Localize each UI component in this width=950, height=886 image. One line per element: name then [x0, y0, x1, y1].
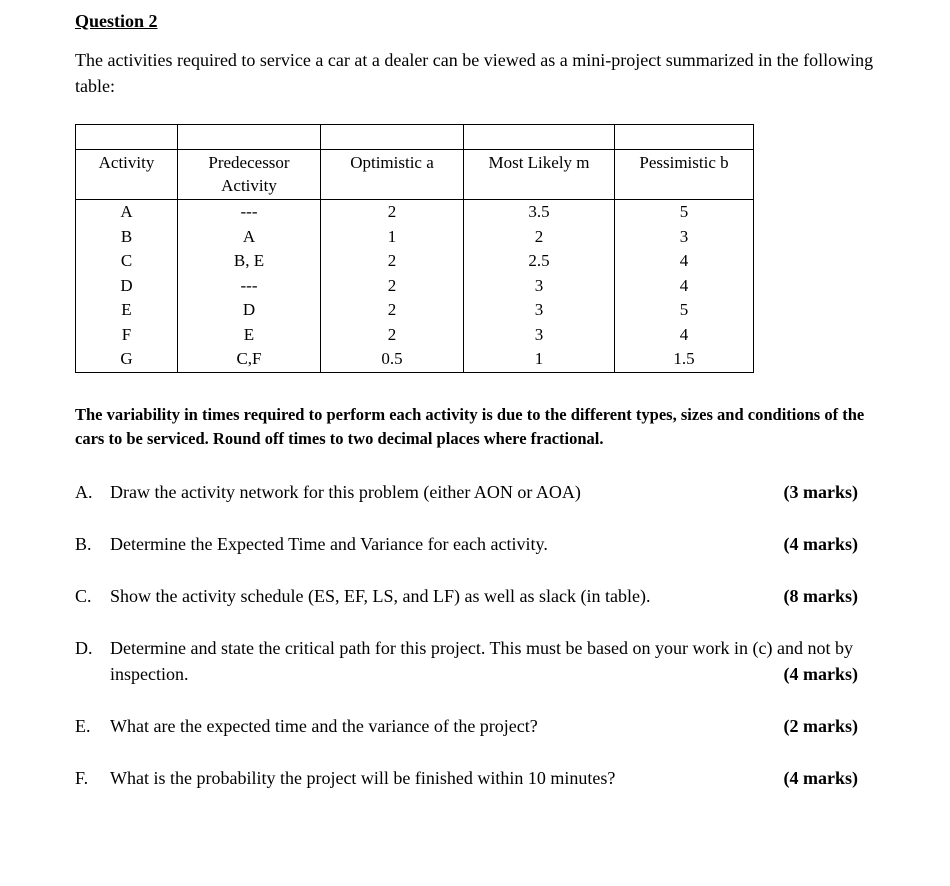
- cell-value: ---: [240, 202, 258, 221]
- cell-value: 2: [387, 324, 397, 344]
- cell-value: 3: [679, 226, 689, 246]
- question-letter: B.: [75, 533, 92, 554]
- cell-value: 3.5: [528, 202, 550, 221]
- question-letter: D.: [75, 637, 93, 658]
- question-text: Determine and state the critical path for this project. This must be based on your work in (c) and not by inspection.: [110, 637, 853, 684]
- cell-value: 3: [534, 275, 544, 295]
- header-optimistic: Optimistic a: [321, 150, 464, 200]
- cell-value: 4: [679, 275, 689, 295]
- question-text: Determine the Expected Time and Variance for each activity.: [110, 533, 548, 554]
- cell-value: 3: [534, 324, 544, 344]
- question-item-d: [75, 635, 888, 687]
- question-text: Draw the activity network for this problem (either AON or AOA): [110, 481, 581, 502]
- intro-paragraph: The activities required to service a car at a dealer can be viewed as a mini-project summarized in the following table:: [75, 50, 874, 96]
- question-letter: E.: [75, 715, 91, 736]
- cell-value: F: [121, 324, 132, 344]
- cell-value: B: [120, 226, 133, 246]
- question-marks: (2 marks): [783, 715, 858, 736]
- empty-cell: [615, 125, 754, 150]
- cell-value: 4: [679, 324, 689, 344]
- cell-value: 1.5: [673, 349, 695, 368]
- header-most-likely: Most Likely m: [464, 150, 615, 200]
- table-body-row: [76, 200, 754, 373]
- cell-value: 2: [387, 275, 397, 295]
- question-item-f: [75, 765, 888, 791]
- question-marks: (8 marks): [783, 585, 858, 606]
- cell-value: B, E: [233, 251, 265, 270]
- cell-value: D: [120, 275, 133, 295]
- cell-value: 2: [534, 226, 544, 246]
- question-letter: C.: [75, 585, 92, 606]
- cell-value: 1: [534, 349, 544, 368]
- cell-value: C: [120, 251, 133, 270]
- cell-value: 2: [387, 251, 397, 270]
- activity-table: [75, 124, 754, 373]
- cell-value: 4: [679, 251, 689, 270]
- empty-cell: [464, 125, 615, 150]
- cell-value: A: [242, 226, 256, 246]
- cell-value: 5: [679, 300, 689, 319]
- column-activity: [76, 200, 178, 373]
- cell-value: A: [120, 202, 133, 221]
- cell-value: 2.5: [528, 251, 550, 270]
- cell-value: 5: [679, 202, 689, 221]
- cell-value: D: [242, 300, 256, 319]
- question-marks: (4 marks): [783, 767, 858, 788]
- cell-value: ---: [240, 275, 258, 295]
- cell-value: 2: [387, 202, 397, 221]
- question-marks: (4 marks): [783, 663, 858, 684]
- question-letter: F.: [75, 767, 89, 788]
- cell-value: 3: [534, 300, 544, 319]
- question-item-c: [75, 583, 888, 609]
- cell-value: 2: [387, 300, 397, 319]
- cell-value: E: [121, 300, 132, 319]
- page-title: Question 2: [75, 11, 158, 31]
- cell-value: E: [243, 324, 255, 344]
- question-item-b: [75, 531, 888, 557]
- cell-value: 0.5: [381, 349, 403, 368]
- header-predecessor: Predecessor Activity: [178, 150, 321, 200]
- column-most-likely: [464, 200, 615, 373]
- cell-value: 1: [387, 226, 397, 246]
- question-marks: (3 marks): [783, 481, 858, 502]
- empty-cell: [178, 125, 321, 150]
- empty-cell: [321, 125, 464, 150]
- question-letter: A.: [75, 481, 93, 502]
- empty-cell: [76, 125, 178, 150]
- question-item-e: [75, 713, 888, 739]
- column-pessimistic: [615, 200, 754, 373]
- table-empty-row: [76, 125, 754, 150]
- question-list: [75, 479, 888, 791]
- cell-value: C,F: [236, 349, 262, 368]
- question-text: What is the probability the project will be finished within 10 minutes?: [110, 767, 616, 788]
- column-optimistic: [321, 200, 464, 373]
- question-item-a: [75, 479, 888, 505]
- note-paragraph: The variability in times required to perform each activity is due to the different types, sizes and conditions of the cars to be serviced. Round off times to two decimal places where fractional.: [75, 404, 865, 448]
- header-activity: Activity: [76, 150, 178, 200]
- header-pessimistic: Pessimistic b: [615, 150, 754, 200]
- question-marks: (4 marks): [783, 533, 858, 554]
- cell-value: G: [120, 349, 133, 368]
- table-header-row: [76, 150, 754, 200]
- column-predecessor: [178, 200, 321, 373]
- question-text: What are the expected time and the variance of the project?: [110, 715, 538, 736]
- question-text: Show the activity schedule (ES, EF, LS, and LF) as well as slack (in table).: [110, 585, 651, 606]
